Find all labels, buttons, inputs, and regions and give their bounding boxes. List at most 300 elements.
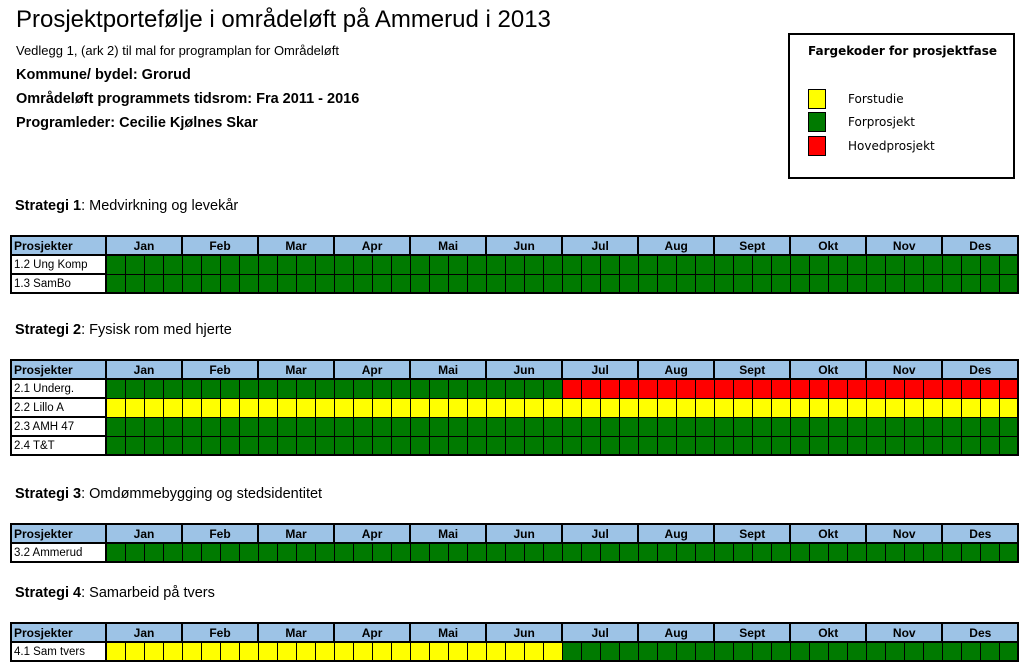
week-cell bbox=[125, 398, 144, 417]
week-cell bbox=[182, 255, 201, 274]
week-cell bbox=[790, 379, 809, 398]
week-cell bbox=[619, 398, 638, 417]
week-cell bbox=[524, 543, 543, 562]
week-cell bbox=[125, 417, 144, 436]
week-cell bbox=[657, 398, 676, 417]
week-cell bbox=[619, 436, 638, 455]
week-cell bbox=[866, 436, 885, 455]
legend-title: Fargekoder for prosjektfase bbox=[808, 44, 997, 58]
week-cell bbox=[315, 274, 334, 293]
week-cell bbox=[258, 543, 277, 562]
week-cell bbox=[923, 398, 942, 417]
week-cell bbox=[505, 274, 524, 293]
week-cell bbox=[923, 436, 942, 455]
table-row bbox=[11, 274, 1018, 293]
week-cell bbox=[619, 543, 638, 562]
strategy-number: Strategi 2 bbox=[15, 322, 82, 338]
week-cell bbox=[961, 379, 980, 398]
week-cell bbox=[467, 642, 486, 661]
week-cell bbox=[676, 417, 695, 436]
week-cell bbox=[695, 417, 714, 436]
month-header-des: Des bbox=[942, 524, 1018, 543]
table-row bbox=[11, 436, 1018, 455]
week-cell bbox=[562, 543, 581, 562]
week-cell bbox=[695, 398, 714, 417]
month-header-okt: Okt bbox=[790, 360, 866, 379]
week-cell bbox=[410, 398, 429, 417]
week-cell bbox=[885, 274, 904, 293]
strategy-name: : Fysisk rom med hjerte bbox=[81, 322, 232, 338]
week-cell bbox=[277, 417, 296, 436]
week-cell bbox=[429, 543, 448, 562]
week-cell bbox=[562, 436, 581, 455]
week-cell bbox=[809, 436, 828, 455]
week-cell bbox=[296, 436, 315, 455]
week-cell bbox=[752, 398, 771, 417]
week-cell bbox=[505, 417, 524, 436]
month-header-jun: Jun bbox=[486, 360, 562, 379]
project-name: 1.2 Ung Komp bbox=[11, 255, 106, 274]
week-cell bbox=[182, 398, 201, 417]
week-cell bbox=[467, 417, 486, 436]
week-cell bbox=[676, 436, 695, 455]
week-cell bbox=[771, 642, 790, 661]
week-cell bbox=[904, 642, 923, 661]
week-cell bbox=[980, 543, 999, 562]
week-cell bbox=[847, 543, 866, 562]
week-cell bbox=[619, 379, 638, 398]
week-cell bbox=[429, 255, 448, 274]
week-cell bbox=[790, 642, 809, 661]
week-cell bbox=[144, 379, 163, 398]
week-cell bbox=[448, 398, 467, 417]
week-cell bbox=[182, 642, 201, 661]
week-cell bbox=[182, 274, 201, 293]
week-cell bbox=[942, 543, 961, 562]
week-cell bbox=[201, 398, 220, 417]
month-header-jan: Jan bbox=[106, 236, 182, 255]
week-cell bbox=[619, 642, 638, 661]
week-cell bbox=[486, 543, 505, 562]
week-cell bbox=[866, 398, 885, 417]
week-cell bbox=[562, 417, 581, 436]
gantt-table bbox=[10, 359, 1019, 456]
week-cell bbox=[486, 398, 505, 417]
week-cell bbox=[524, 274, 543, 293]
week-cell bbox=[220, 255, 239, 274]
project-name: 3.2 Ammerud bbox=[11, 543, 106, 562]
week-cell bbox=[809, 255, 828, 274]
week-cell bbox=[809, 379, 828, 398]
week-cell bbox=[372, 379, 391, 398]
week-cell bbox=[467, 255, 486, 274]
week-cell bbox=[600, 417, 619, 436]
month-header-feb: Feb bbox=[182, 360, 258, 379]
month-header-jun: Jun bbox=[486, 524, 562, 543]
gantt-table-strategy-4 bbox=[10, 622, 1016, 662]
projects-column-header: Prosjekter bbox=[11, 524, 106, 543]
week-cell bbox=[942, 642, 961, 661]
week-cell bbox=[315, 417, 334, 436]
week-cell bbox=[695, 436, 714, 455]
week-cell bbox=[144, 642, 163, 661]
strategy-heading-2 bbox=[15, 322, 232, 338]
table-row bbox=[11, 379, 1018, 398]
month-header-feb: Feb bbox=[182, 623, 258, 642]
week-cell bbox=[999, 379, 1018, 398]
week-cell bbox=[581, 274, 600, 293]
gantt-header-row bbox=[11, 360, 1018, 379]
week-cell bbox=[866, 274, 885, 293]
week-cell bbox=[505, 436, 524, 455]
week-cell bbox=[657, 543, 676, 562]
kommune-label: Kommune/ bydel: Grorud bbox=[16, 67, 191, 83]
week-cell bbox=[695, 543, 714, 562]
week-cell bbox=[372, 543, 391, 562]
week-cell bbox=[258, 436, 277, 455]
month-header-okt: Okt bbox=[790, 236, 866, 255]
week-cell bbox=[714, 398, 733, 417]
week-cell bbox=[980, 379, 999, 398]
week-cell bbox=[106, 398, 125, 417]
gantt-table bbox=[10, 235, 1019, 294]
week-cell bbox=[505, 642, 524, 661]
week-cell bbox=[163, 274, 182, 293]
week-cell bbox=[733, 379, 752, 398]
week-cell bbox=[220, 379, 239, 398]
week-cell bbox=[201, 642, 220, 661]
week-cell bbox=[771, 436, 790, 455]
week-cell bbox=[429, 379, 448, 398]
week-cell bbox=[828, 642, 847, 661]
week-cell bbox=[866, 543, 885, 562]
week-cell bbox=[828, 379, 847, 398]
week-cell bbox=[752, 379, 771, 398]
week-cell bbox=[733, 398, 752, 417]
week-cell bbox=[353, 543, 372, 562]
week-cell bbox=[866, 417, 885, 436]
week-cell bbox=[524, 642, 543, 661]
month-header-aug: Aug bbox=[638, 524, 714, 543]
week-cell bbox=[999, 642, 1018, 661]
programleder-label: Programleder: Cecilie Kjølnes Skar bbox=[16, 115, 258, 131]
legend-swatch-forstudie bbox=[808, 89, 826, 109]
week-cell bbox=[695, 642, 714, 661]
week-cell bbox=[182, 379, 201, 398]
week-cell bbox=[828, 543, 847, 562]
week-cell bbox=[961, 417, 980, 436]
week-cell bbox=[923, 417, 942, 436]
week-cell bbox=[828, 436, 847, 455]
week-cell bbox=[315, 255, 334, 274]
week-cell bbox=[220, 274, 239, 293]
week-cell bbox=[562, 274, 581, 293]
week-cell bbox=[676, 398, 695, 417]
week-cell bbox=[315, 398, 334, 417]
week-cell bbox=[448, 543, 467, 562]
week-cell bbox=[182, 543, 201, 562]
week-cell bbox=[144, 255, 163, 274]
week-cell bbox=[771, 543, 790, 562]
week-cell bbox=[961, 255, 980, 274]
week-cell bbox=[524, 436, 543, 455]
week-cell bbox=[676, 274, 695, 293]
week-cell bbox=[448, 379, 467, 398]
week-cell bbox=[182, 417, 201, 436]
page-subtitle: Vedlegg 1, (ark 2) til mal for programplan for Områdeløft bbox=[16, 43, 339, 58]
week-cell bbox=[315, 436, 334, 455]
week-cell bbox=[999, 274, 1018, 293]
week-cell bbox=[106, 417, 125, 436]
week-cell bbox=[771, 417, 790, 436]
week-cell bbox=[372, 417, 391, 436]
week-cell bbox=[581, 543, 600, 562]
month-header-jul: Jul bbox=[562, 236, 638, 255]
strategy-heading-4 bbox=[15, 585, 215, 601]
week-cell bbox=[315, 642, 334, 661]
week-cell bbox=[372, 398, 391, 417]
week-cell bbox=[562, 398, 581, 417]
gantt-header-row bbox=[11, 236, 1018, 255]
week-cell bbox=[258, 398, 277, 417]
week-cell bbox=[220, 398, 239, 417]
week-cell bbox=[999, 436, 1018, 455]
week-cell bbox=[296, 543, 315, 562]
week-cell bbox=[353, 436, 372, 455]
week-cell bbox=[657, 379, 676, 398]
week-cell bbox=[277, 255, 296, 274]
week-cell bbox=[923, 543, 942, 562]
week-cell bbox=[410, 436, 429, 455]
month-header-apr: Apr bbox=[334, 524, 410, 543]
week-cell bbox=[828, 255, 847, 274]
week-cell bbox=[923, 379, 942, 398]
week-cell bbox=[353, 274, 372, 293]
week-cell bbox=[524, 379, 543, 398]
week-cell bbox=[790, 274, 809, 293]
legend-label-forstudie: Forstudie bbox=[848, 92, 904, 106]
gantt-table bbox=[10, 523, 1019, 563]
week-cell bbox=[657, 274, 676, 293]
week-cell bbox=[277, 543, 296, 562]
week-cell bbox=[847, 379, 866, 398]
week-cell bbox=[714, 436, 733, 455]
week-cell bbox=[752, 642, 771, 661]
week-cell bbox=[315, 379, 334, 398]
week-cell bbox=[524, 398, 543, 417]
week-cell bbox=[106, 379, 125, 398]
week-cell bbox=[429, 398, 448, 417]
strategy-heading-3 bbox=[15, 486, 322, 502]
month-header-mai: Mai bbox=[410, 360, 486, 379]
week-cell bbox=[790, 398, 809, 417]
month-header-jun: Jun bbox=[486, 623, 562, 642]
week-cell bbox=[334, 379, 353, 398]
month-header-mar: Mar bbox=[258, 360, 334, 379]
month-header-jun: Jun bbox=[486, 236, 562, 255]
week-cell bbox=[638, 379, 657, 398]
week-cell bbox=[581, 255, 600, 274]
week-cell bbox=[619, 417, 638, 436]
week-cell bbox=[657, 436, 676, 455]
week-cell bbox=[391, 417, 410, 436]
week-cell bbox=[353, 379, 372, 398]
week-cell bbox=[600, 255, 619, 274]
week-cell bbox=[125, 255, 144, 274]
week-cell bbox=[486, 436, 505, 455]
week-cell bbox=[581, 436, 600, 455]
legend-label-forprosjekt: Forprosjekt bbox=[848, 115, 916, 129]
month-header-des: Des bbox=[942, 360, 1018, 379]
week-cell bbox=[144, 543, 163, 562]
week-cell bbox=[296, 255, 315, 274]
strategy-number: Strategi 4 bbox=[15, 585, 82, 601]
month-header-nov: Nov bbox=[866, 524, 942, 543]
month-header-jul: Jul bbox=[562, 524, 638, 543]
week-cell bbox=[961, 642, 980, 661]
month-header-feb: Feb bbox=[182, 236, 258, 255]
legend-label-hovedprosjekt: Hovedprosjekt bbox=[848, 139, 935, 153]
week-cell bbox=[676, 379, 695, 398]
week-cell bbox=[258, 255, 277, 274]
week-cell bbox=[562, 642, 581, 661]
week-cell bbox=[885, 436, 904, 455]
week-cell bbox=[277, 379, 296, 398]
week-cell bbox=[543, 543, 562, 562]
week-cell bbox=[866, 255, 885, 274]
week-cell bbox=[828, 398, 847, 417]
week-cell bbox=[410, 543, 429, 562]
week-cell bbox=[885, 642, 904, 661]
week-cell bbox=[258, 379, 277, 398]
week-cell bbox=[999, 255, 1018, 274]
week-cell bbox=[125, 436, 144, 455]
week-cell bbox=[410, 417, 429, 436]
week-cell bbox=[353, 642, 372, 661]
week-cell bbox=[638, 398, 657, 417]
week-cell bbox=[999, 417, 1018, 436]
strategy-number: Strategi 1 bbox=[15, 198, 82, 214]
week-cell bbox=[980, 274, 999, 293]
week-cell bbox=[543, 642, 562, 661]
week-cell bbox=[942, 274, 961, 293]
week-cell bbox=[106, 274, 125, 293]
week-cell bbox=[847, 398, 866, 417]
week-cell bbox=[486, 255, 505, 274]
week-cell bbox=[866, 379, 885, 398]
week-cell bbox=[410, 274, 429, 293]
strategy-name: : Omdømmebygging og stedsidentitet bbox=[81, 486, 323, 502]
week-cell bbox=[581, 379, 600, 398]
week-cell bbox=[296, 274, 315, 293]
week-cell bbox=[581, 642, 600, 661]
week-cell bbox=[980, 255, 999, 274]
week-cell bbox=[581, 398, 600, 417]
week-cell bbox=[809, 417, 828, 436]
week-cell bbox=[448, 436, 467, 455]
week-cell bbox=[923, 255, 942, 274]
month-header-jul: Jul bbox=[562, 623, 638, 642]
project-name: 2.1 Underg. bbox=[11, 379, 106, 398]
project-name: 4.1 Sam tvers bbox=[11, 642, 106, 661]
week-cell bbox=[828, 274, 847, 293]
week-cell bbox=[239, 543, 258, 562]
week-cell bbox=[600, 436, 619, 455]
table-row bbox=[11, 642, 1018, 661]
week-cell bbox=[600, 642, 619, 661]
week-cell bbox=[543, 398, 562, 417]
week-cell bbox=[163, 379, 182, 398]
week-cell bbox=[600, 379, 619, 398]
week-cell bbox=[771, 255, 790, 274]
week-cell bbox=[790, 255, 809, 274]
week-cell bbox=[429, 642, 448, 661]
week-cell bbox=[372, 642, 391, 661]
week-cell bbox=[239, 642, 258, 661]
week-cell bbox=[581, 417, 600, 436]
gantt-table-strategy-1 bbox=[10, 235, 1016, 294]
week-cell bbox=[486, 417, 505, 436]
page-title: Prosjektportefølje i områdeløft på Ammerud i 2013 bbox=[16, 6, 551, 33]
week-cell bbox=[410, 255, 429, 274]
month-header-aug: Aug bbox=[638, 623, 714, 642]
week-cell bbox=[201, 255, 220, 274]
week-cell bbox=[999, 543, 1018, 562]
week-cell bbox=[486, 642, 505, 661]
month-header-jul: Jul bbox=[562, 360, 638, 379]
week-cell bbox=[467, 398, 486, 417]
legend-swatch-forprosjekt bbox=[808, 112, 826, 132]
week-cell bbox=[942, 398, 961, 417]
month-header-nov: Nov bbox=[866, 236, 942, 255]
week-cell bbox=[980, 417, 999, 436]
week-cell bbox=[505, 398, 524, 417]
week-cell bbox=[296, 379, 315, 398]
week-cell bbox=[923, 642, 942, 661]
week-cell bbox=[296, 398, 315, 417]
week-cell bbox=[334, 543, 353, 562]
week-cell bbox=[448, 255, 467, 274]
week-cell bbox=[334, 255, 353, 274]
week-cell bbox=[714, 274, 733, 293]
week-cell bbox=[562, 255, 581, 274]
week-cell bbox=[106, 543, 125, 562]
month-header-nov: Nov bbox=[866, 360, 942, 379]
week-cell bbox=[752, 274, 771, 293]
week-cell bbox=[391, 379, 410, 398]
month-header-jan: Jan bbox=[106, 360, 182, 379]
week-cell bbox=[695, 379, 714, 398]
week-cell bbox=[904, 436, 923, 455]
week-cell bbox=[714, 642, 733, 661]
project-name: 2.2 Lillo A bbox=[11, 398, 106, 417]
month-header-sept: Sept bbox=[714, 360, 790, 379]
week-cell bbox=[733, 274, 752, 293]
month-header-sept: Sept bbox=[714, 236, 790, 255]
week-cell bbox=[391, 255, 410, 274]
week-cell bbox=[809, 642, 828, 661]
week-cell bbox=[752, 543, 771, 562]
week-cell bbox=[220, 417, 239, 436]
month-header-apr: Apr bbox=[334, 623, 410, 642]
week-cell bbox=[467, 379, 486, 398]
month-header-aug: Aug bbox=[638, 360, 714, 379]
tidsrom-label: Områdeløft programmets tidsrom: Fra 2011 - 2016 bbox=[16, 91, 360, 107]
month-header-feb: Feb bbox=[182, 524, 258, 543]
week-cell bbox=[885, 255, 904, 274]
project-name: 2.3 AMH 47 bbox=[11, 417, 106, 436]
week-cell bbox=[486, 274, 505, 293]
